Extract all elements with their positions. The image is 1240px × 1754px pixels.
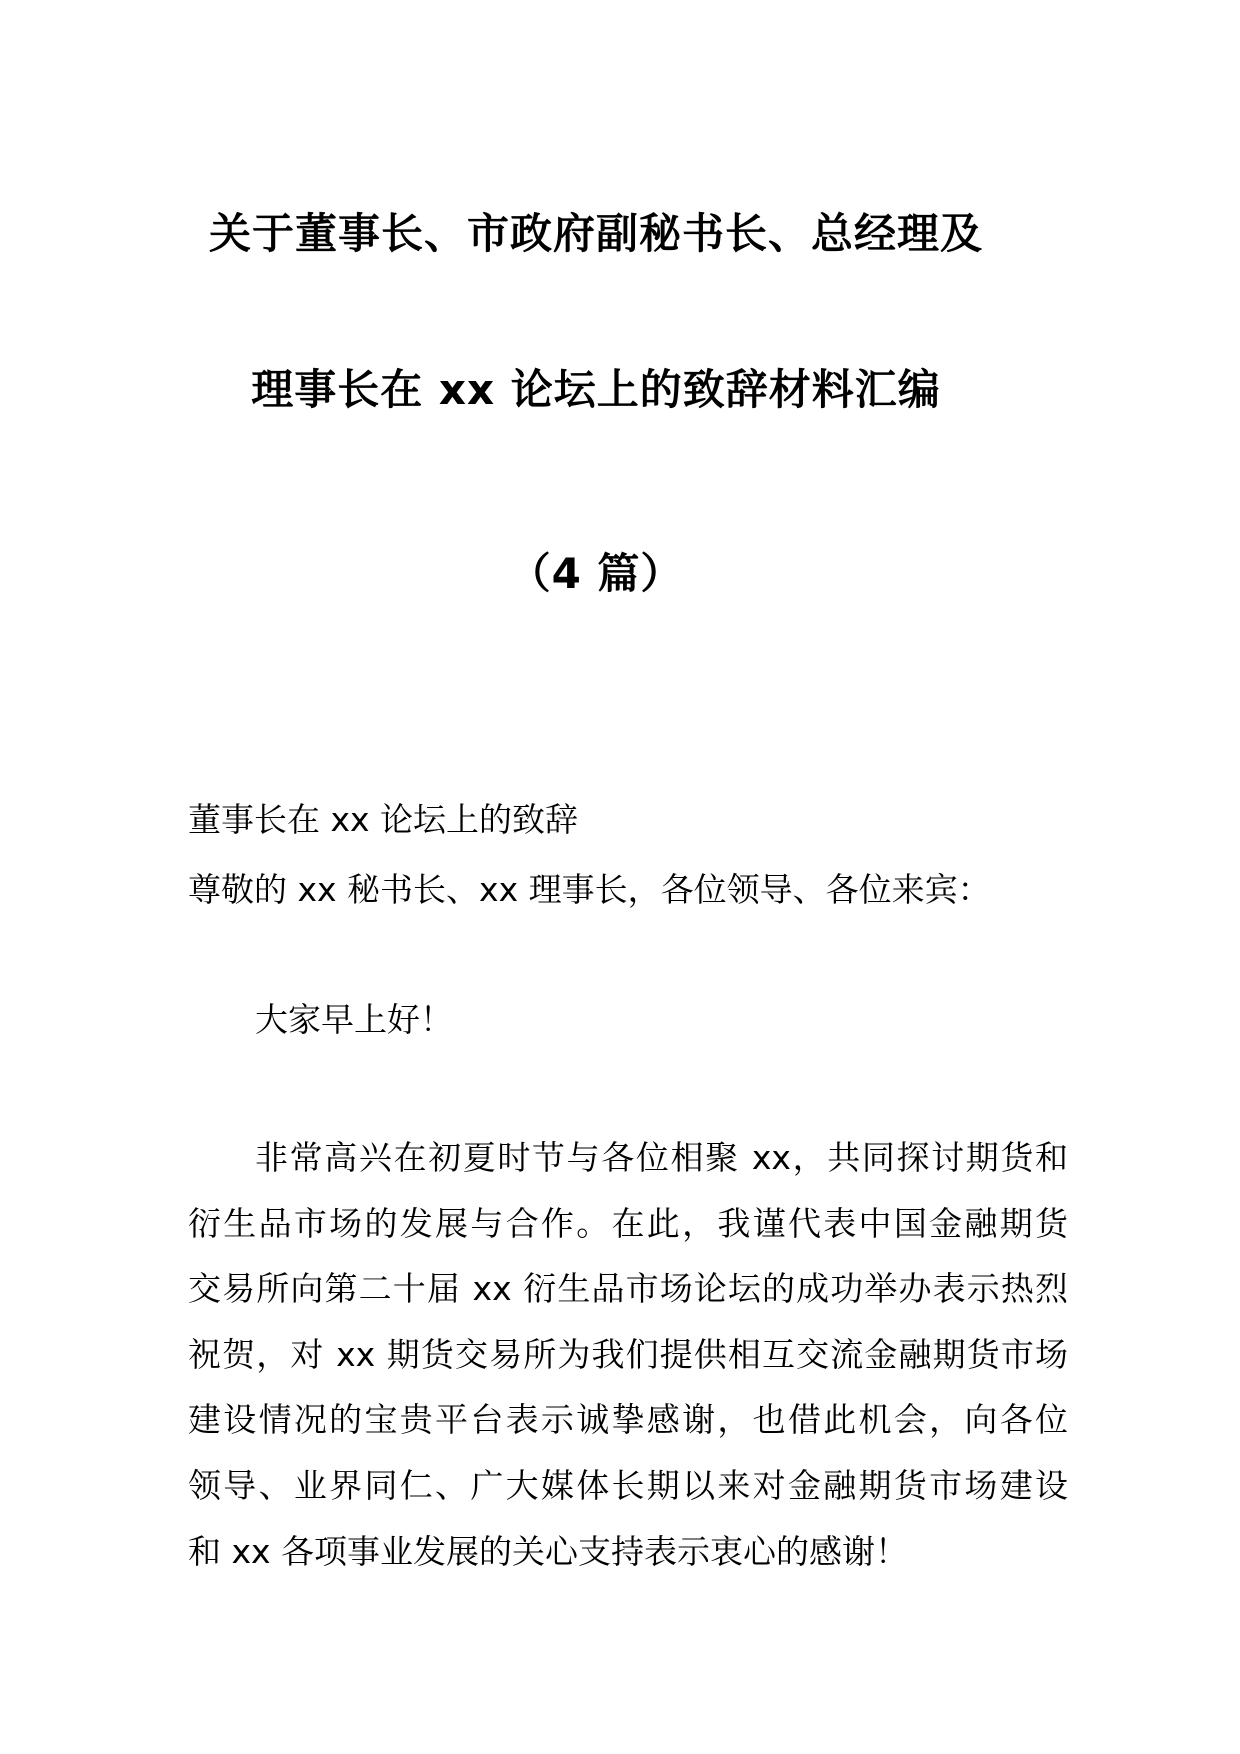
paragraph-line-text: 非常高兴在初夏时节与各位相聚 xx，共同探讨期货和 <box>255 1138 1068 1177</box>
paragraph-line-text: 衍生品市场的发展与合作。在此，我谨代表中国金融期货 <box>188 1203 1068 1243</box>
document-title-line-1: 关于董事长、市政府副秘书长、总经理及 <box>208 209 983 258</box>
paragraph-line-text: 祝贺，对 xx 期货交易所为我们提供相互交流金融期货市场 <box>188 1334 1068 1374</box>
paragraph-line <box>188 1453 1068 1519</box>
paragraph-line <box>188 1256 1068 1322</box>
speech-greeting: 大家早上好！ <box>255 1000 453 1039</box>
paragraph-line-text: 和 xx 各项事业发展的关心支持表示衷心的感谢！ <box>188 1531 909 1571</box>
paragraph-line <box>188 1125 1068 1191</box>
document-title-line-2: 理事长在 xx 论坛上的致辞材料汇编 <box>251 365 941 414</box>
paragraph-line <box>188 1191 1068 1257</box>
speech-salutation: 尊敬的 xx 秘书长、xx 理事长，各位领导、各位来宾： <box>188 870 991 909</box>
document-title-count: （4 篇） <box>508 549 684 598</box>
paragraph-line-text: 交易所向第二十届 xx 衍生品市场论坛的成功举办表示热烈 <box>188 1269 1068 1309</box>
paragraph-line <box>188 1322 1068 1388</box>
paragraph-line-text: 领导、业界同仁、广大媒体长期以来对金融期货市场建设 <box>188 1465 1068 1505</box>
paragraph-line <box>188 1519 1068 1585</box>
speech-paragraph <box>188 1125 1068 1584</box>
speech-heading: 董事长在 xx 论坛上的致辞 <box>188 800 579 839</box>
paragraph-line <box>188 1387 1068 1453</box>
paragraph-line-text: 建设情况的宝贵平台表示诚挚感谢，也借此机会，向各位 <box>188 1400 1068 1440</box>
